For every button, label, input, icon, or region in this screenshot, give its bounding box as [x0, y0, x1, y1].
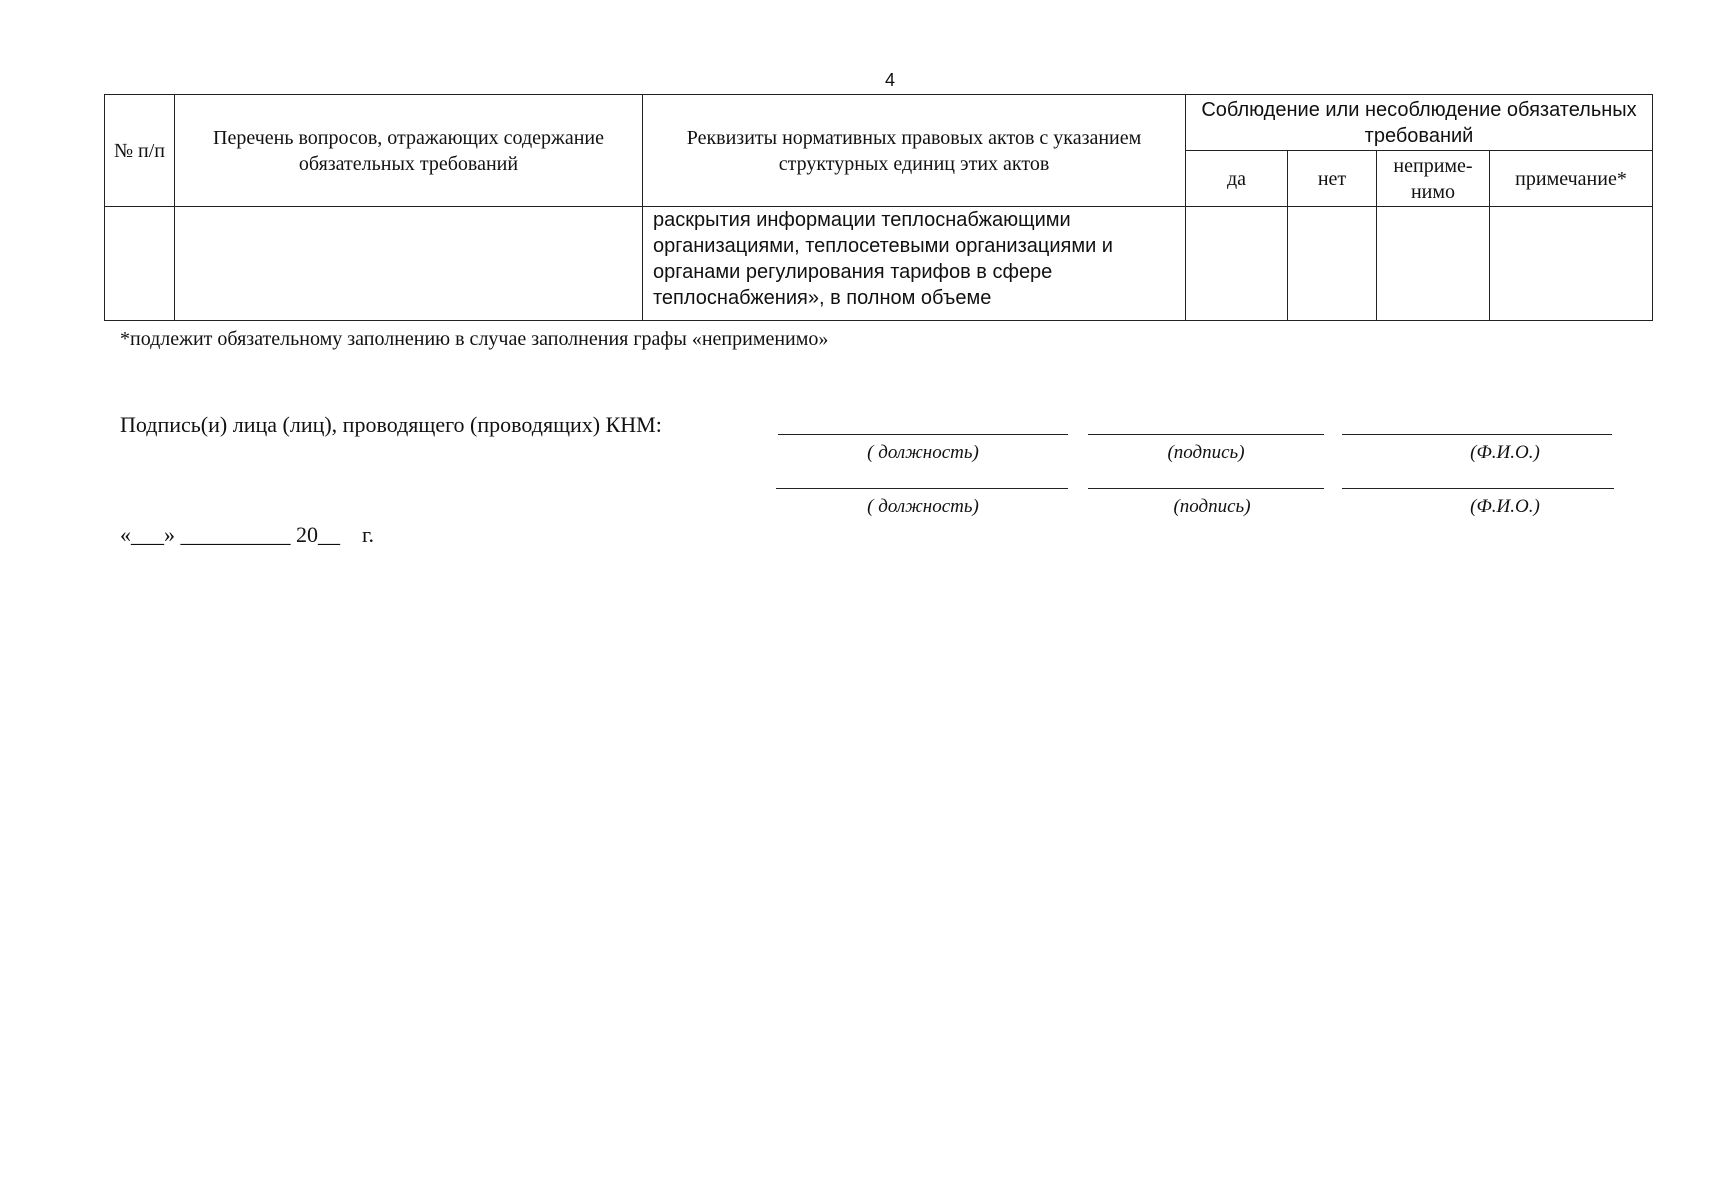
cell-yes	[1186, 207, 1288, 321]
name-caption-1: (Ф.И.О.)	[1470, 442, 1540, 463]
cell-not-applicable	[1377, 207, 1490, 321]
signature-caption-1: (подпись)	[1167, 442, 1245, 463]
cell-question	[175, 207, 643, 321]
date-line: «___» __________ 20__ г.	[120, 522, 375, 547]
table-row	[105, 207, 1653, 321]
footnote: *подлежит обязательному заполнению в случае заполнения графы «неприменимо»	[120, 328, 829, 350]
signature-line-2	[1088, 488, 1324, 489]
position-line-2	[776, 488, 1068, 489]
page-number: 4	[884, 70, 895, 90]
header-no: нет	[1288, 151, 1377, 207]
signature-caption-2: (подпись)	[1173, 496, 1251, 517]
position-caption-2: ( должность)	[867, 496, 979, 517]
position-line-1	[778, 434, 1068, 435]
cell-number	[105, 207, 175, 321]
header-requisites: Реквизиты нормативных правовых актов с указанием структурных единиц этих актов	[643, 95, 1186, 207]
name-caption-2: (Ф.И.О.)	[1470, 496, 1540, 517]
header-number: № п/п	[105, 95, 175, 207]
signature-line-1	[1088, 434, 1324, 435]
signature-label: Подпись(и) лица (лиц), проводящего (проводящих) КНМ:	[120, 412, 662, 437]
header-not-applicable: неприме-нимо	[1377, 151, 1490, 207]
checklist-table	[104, 94, 1653, 321]
header-note: примечание*	[1490, 151, 1653, 207]
header-compliance: Соблюдение или несоблюдение обязательных требований	[1186, 95, 1653, 151]
cell-no	[1288, 207, 1377, 321]
cell-note	[1490, 207, 1653, 321]
cell-requisites: раскрытия информации теплоснабжающими организациями, теплосетевыми организациями и органами регулирования тарифов в сфере теплоснабжения», в полном объеме	[643, 207, 1186, 321]
name-line-2	[1342, 488, 1614, 489]
header-yes: да	[1186, 151, 1288, 207]
header-questions: Перечень вопросов, отражающих содержание обязательных требований	[175, 95, 643, 207]
position-caption-1: ( должность)	[867, 442, 979, 463]
name-line-1	[1342, 434, 1612, 435]
